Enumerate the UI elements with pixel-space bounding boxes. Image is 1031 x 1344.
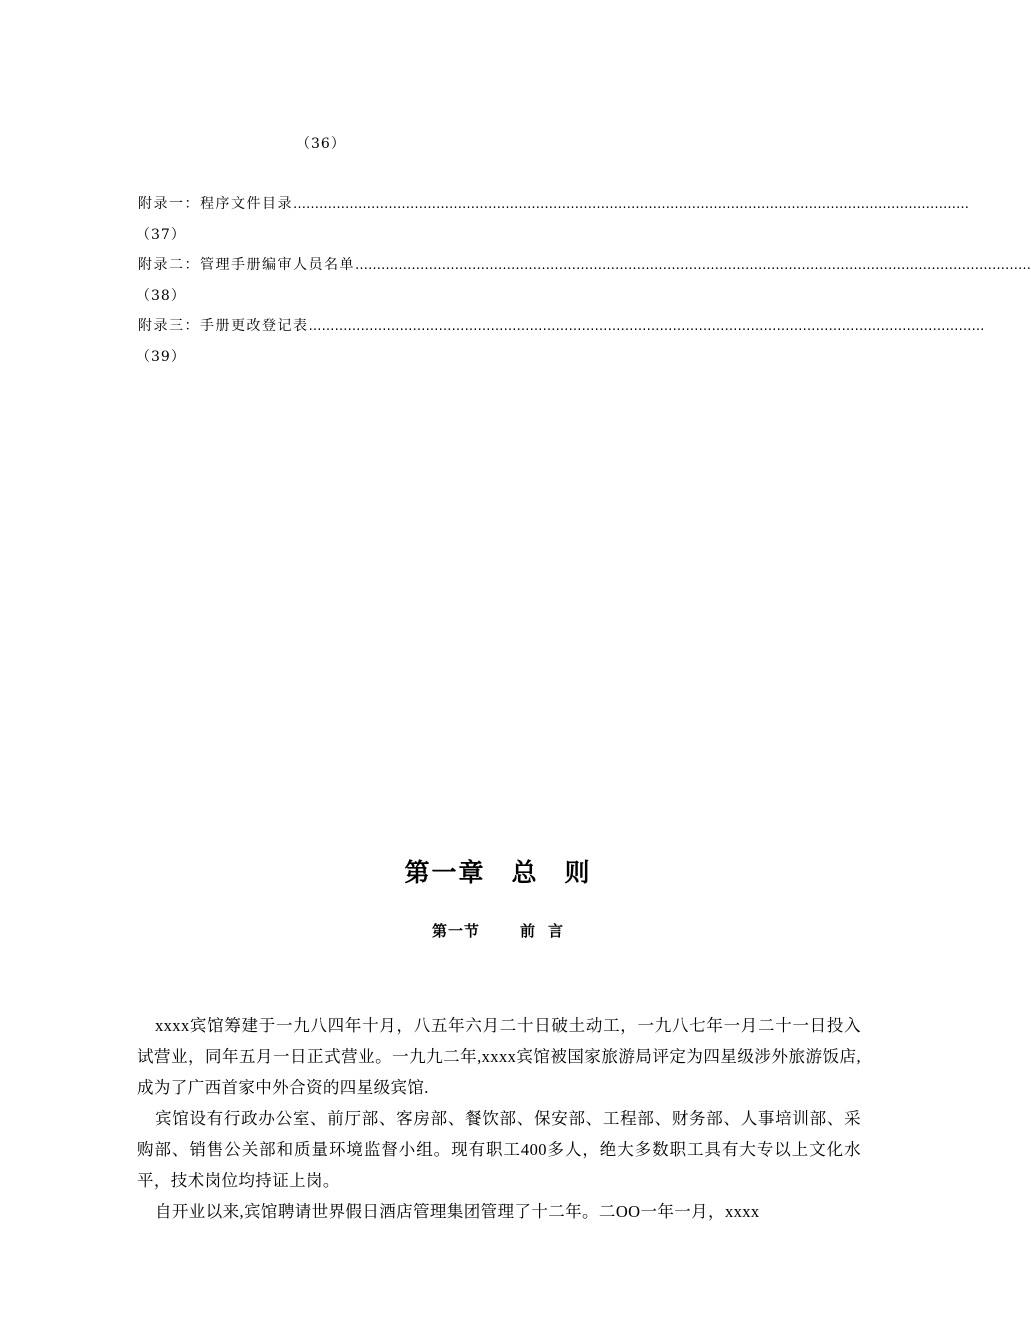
toc-leader-dots: …………………………………………………………………………………………………………………………………………: [355, 258, 1031, 273]
toc-entry-page: （37）: [136, 227, 186, 243]
paragraph: 宾馆设有行政办公室、前厅部、客房部、餐饮部、保安部、工程部、财务部、人事培训部、采购部、销售公关部和质量环境监督小组。现有职工400多人，绝大多数职工具有大专以上文化水平，技术岗位均持证上岗。: [137, 1109, 861, 1190]
toc-entry-label: 附录三：手册更改登记表: [138, 318, 309, 334]
section-title-char-2: 言: [548, 922, 565, 940]
toc-leader-dots: …………………………………………………………………………………………………………………………………………: [308, 319, 985, 334]
section-number: 第一节: [431, 922, 480, 940]
toc-entry-label: 附录二：管理手册编审人员名单: [138, 257, 355, 273]
toc-leader-dots: …………………………………………………………………………………………………………………………………………: [293, 197, 969, 212]
toc-entry-appendix-2[interactable]: [138, 254, 1031, 274]
chapter-heading: [0, 853, 996, 889]
body-text: [137, 1010, 861, 1227]
paragraph: 自开业以来,宾馆聘请世界假日酒店管理集团管理了十二年。二OO一年一月，xxxx: [155, 1202, 760, 1221]
toc-entry-label: 附录一：程序文件目录: [138, 196, 293, 212]
chapter-title-char-1: 总: [511, 858, 539, 887]
chapter-title-char-2: 则: [564, 858, 592, 887]
chapter-number: 第一章: [404, 858, 486, 887]
toc-entry-appendix-1[interactable]: [138, 193, 969, 213]
paragraph: xxxx宾馆筹建于一九八四年十月，八五年六月二十日破土动工，一九八七年一月二十一日投入试营业，同年五月一日正式营业。一九九二年,xxxx宾馆被国家旅游局评定为四星级涉外旅游饭店,成为了广西首家中外合资的四星级宾馆.: [137, 1016, 861, 1097]
toc-entry-page: （38）: [136, 288, 186, 304]
toc-entry-appendix-3[interactable]: [138, 315, 985, 335]
toc-page-number: （36）: [296, 136, 346, 152]
section-heading: [0, 920, 996, 941]
toc-entry-page: （39）: [136, 349, 186, 365]
section-title-char-1: 前: [519, 922, 536, 940]
